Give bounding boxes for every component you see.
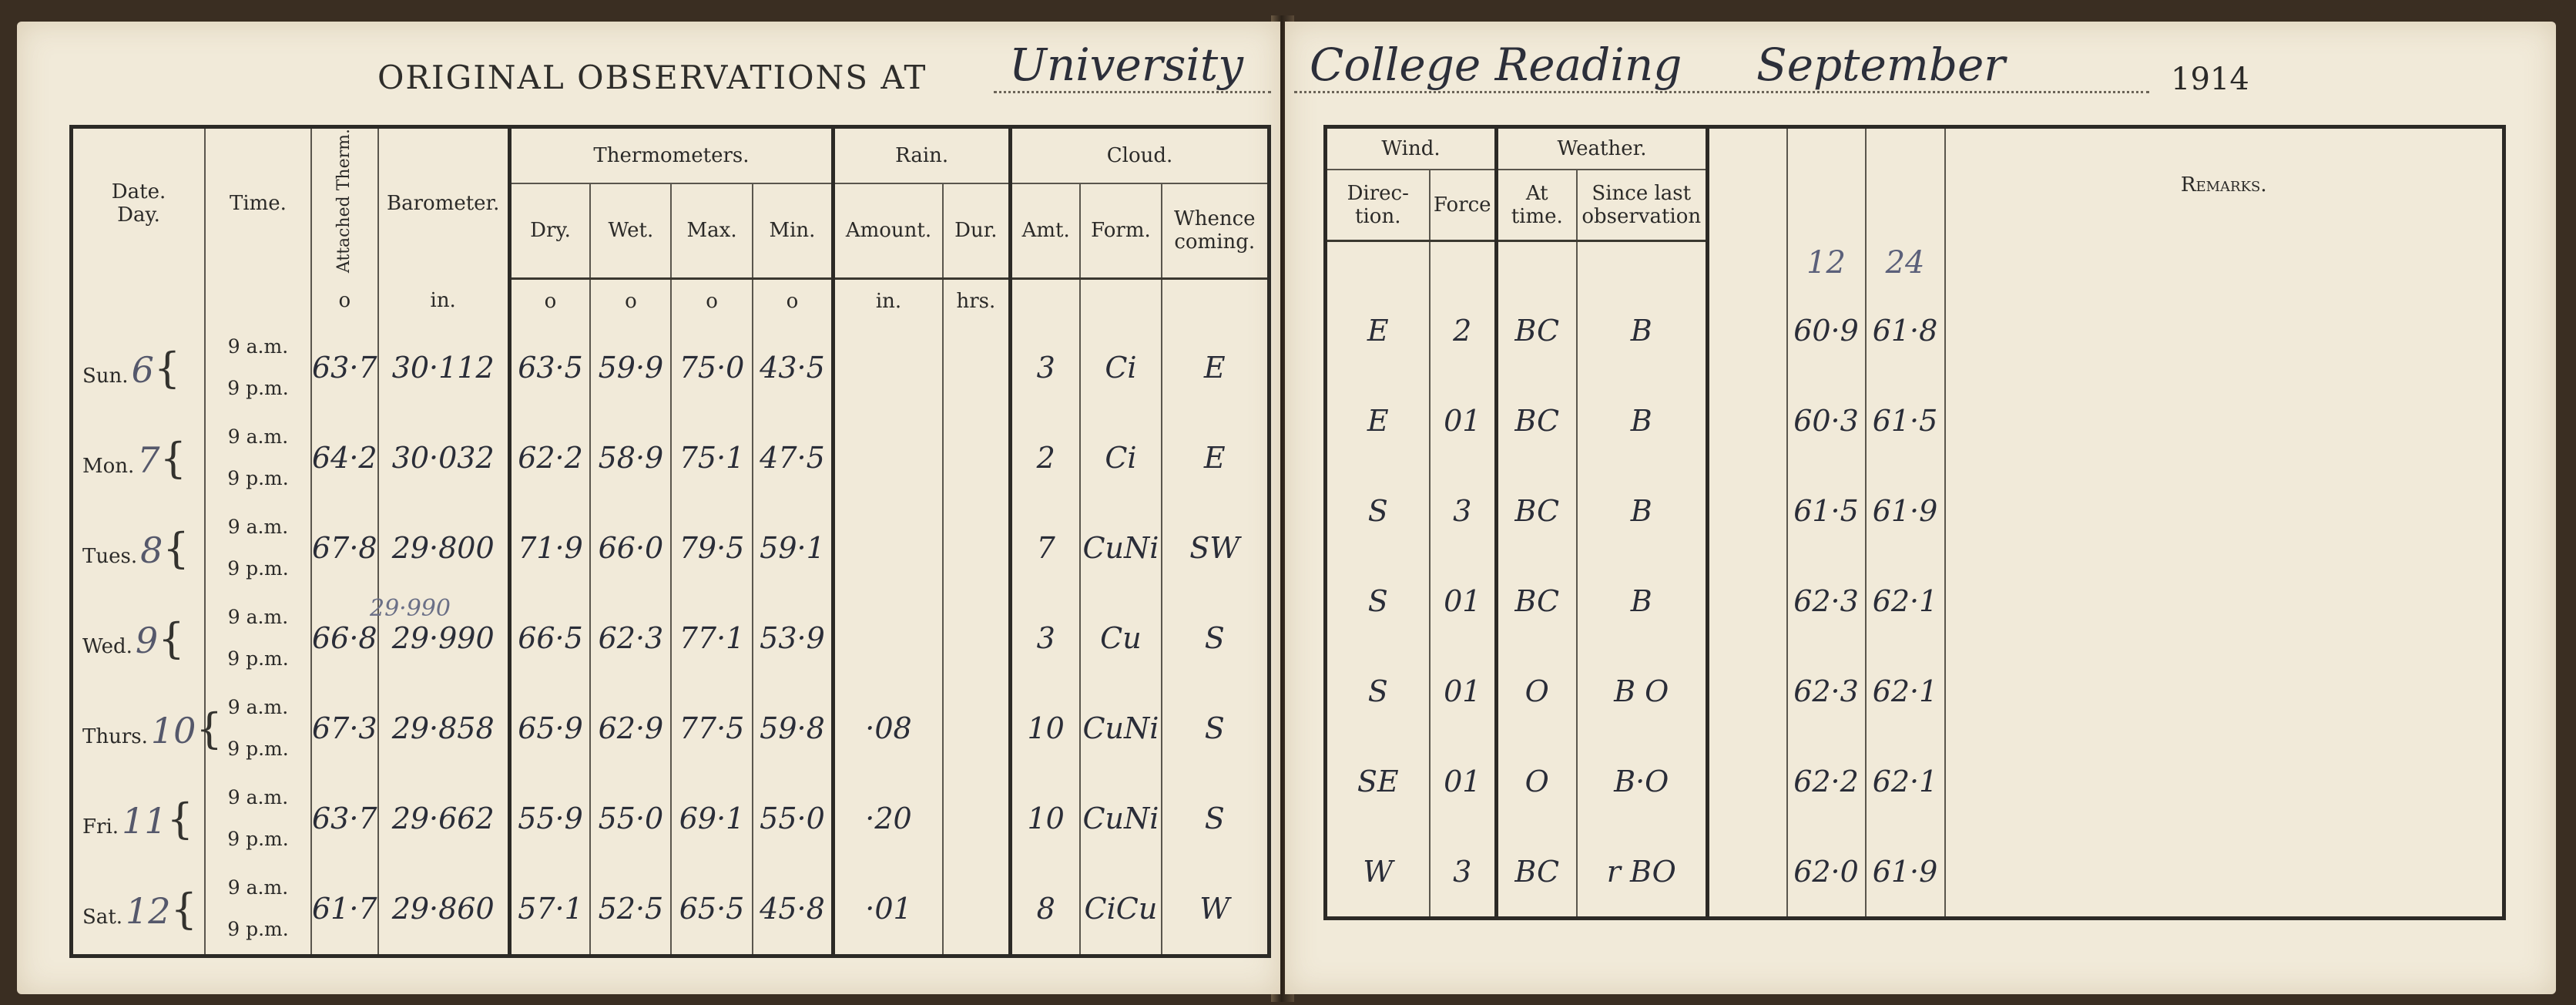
table-row [1326,646,2504,736]
day-number: 9 [135,619,159,661]
blank-cell [1708,646,1787,736]
hand-col-12-cell: 62·0 [1787,826,1866,919]
day-number: 12 [126,889,171,932]
remarks-cell [1945,556,2504,646]
table-row [72,774,1270,864]
wind-direction-cell: W [1326,826,1430,919]
unit-rain-amount: in. [834,278,943,323]
max-cell: 79·5 [671,503,752,593]
cloud-form-cell: Cu [1080,593,1161,684]
time-pm: 9 p.m. [227,467,289,490]
brace-glyph: { [170,884,197,933]
barometer-cell: 30·032 [378,413,510,503]
weather-at-time-cell: BC [1497,375,1577,466]
header-thermometers: Thermometers. [509,127,834,184]
weather-since-last-cell: B [1577,375,1708,466]
time-cell [205,413,311,503]
dotted-line-right [1294,91,2149,93]
header-min: Min. [753,183,834,278]
min-cell: 45·8 [753,864,834,956]
day-name: Fri. [82,815,119,839]
right-table-body [1326,285,2504,919]
whence-coming-cell: S [1162,684,1270,774]
rain-duration-cell [943,413,1011,503]
wet-cell: 58·9 [590,413,671,503]
table-row [72,323,1270,413]
time-pm: 9 p.m. [227,647,289,671]
attached-therm-cell: 67·8 [311,503,378,593]
rain-duration-cell [943,323,1011,413]
weather-since-last-cell: B O [1577,646,1708,736]
hand-col-24-cell: 62·1 [1866,736,1945,826]
attached-therm-cell: 63·7 [311,323,378,413]
header-dry: Dry. [509,183,590,278]
date-day-cell [72,864,206,956]
blank-cell [1708,556,1787,646]
brace-glyph: { [196,704,223,753]
time-pm: 9 p.m. [227,557,289,580]
day-number: 6 [131,348,154,391]
cloud-amount-cell: 10 [1011,684,1081,774]
header-attached-therm: Attached Therm. [311,127,378,279]
unit-barometer: in. [378,278,510,323]
unit-min: o [753,278,834,323]
blank-cell [1708,466,1787,556]
attached-therm-cell: 67·3 [311,684,378,774]
brace-glyph: { [166,794,193,843]
hand-col-12-cell: 60·9 [1787,285,1866,375]
header-wind-direction: Direc- tion. [1326,170,1430,241]
dry-cell: 71·9 [509,503,590,593]
unit-blank [1326,241,1430,286]
dotted-line-left [994,91,1271,93]
rain-amount-cell [834,593,943,684]
time-am: 9 a.m. [227,516,289,539]
unit-blank [1945,241,2504,286]
printed-title: ORIGINAL OBSERVATIONS AT [377,59,927,96]
header-rain-duration: Dur. [943,183,1011,278]
attached-therm-cell: 66·8 [311,593,378,684]
wind-force-cell: 01 [1430,556,1497,646]
time-cell [205,774,311,864]
cloud-amount-cell: 10 [1011,774,1081,864]
attached-therm-cell: 63·7 [311,774,378,864]
min-cell: 59·8 [753,684,834,774]
header-cloud-form: Form. [1080,183,1161,278]
cloud-form-cell: CiCu [1080,864,1161,956]
weather-at-time-cell: O [1497,736,1577,826]
day-number: 8 [140,529,163,571]
cloud-amount-cell: 3 [1011,593,1081,684]
weather-since-last-cell: B·O [1577,736,1708,826]
cloud-amount-cell: 8 [1011,864,1081,956]
barometer-cell: 29·800 [378,503,510,593]
rain-duration-cell [943,503,1011,593]
day-name: Thurs. [82,724,148,748]
header-max: Max. [671,183,752,278]
station-name-handwritten-2: College Reading [1310,39,1682,91]
time-pm: 9 p.m. [227,828,289,851]
whence-coming-cell: E [1162,323,1270,413]
cloud-form-cell: Ci [1080,413,1161,503]
remarks-cell [1945,826,2504,919]
header-wind: Wind. [1326,127,1497,170]
min-cell: 43·5 [753,323,834,413]
wind-direction-cell: E [1326,375,1430,466]
cloud-amount-cell: 7 [1011,503,1081,593]
min-cell: 59·1 [753,503,834,593]
unit-blank [1708,241,1787,286]
max-cell: 77·5 [671,684,752,774]
brace-glyph: { [163,523,190,573]
time-pm: 9 p.m. [227,738,289,761]
wet-cell: 62·3 [590,593,671,684]
barometer-correction-note: 29·990 [370,595,451,622]
unit-blank [1162,278,1270,323]
observations-table-left [69,125,1271,958]
month-handwritten: September [1756,39,2005,91]
wind-direction-cell: S [1326,556,1430,646]
weather-at-time-cell: O [1497,646,1577,736]
hand-col-12-cell: 62·3 [1787,556,1866,646]
hand-col-24-cell: 62·1 [1866,556,1945,646]
hand-col-24-label: 24 [1866,241,1945,286]
wind-direction-cell: S [1326,466,1430,556]
hand-col-24-cell: 61·9 [1866,466,1945,556]
observations-table-right [1323,125,2506,920]
day-number: 10 [150,709,196,751]
day-name: Tues. [82,544,138,568]
barometer-cell: 29·860 [378,864,510,956]
header-weather-since-last: Since last observation [1577,170,1708,241]
unit-max: o [671,278,752,323]
wet-cell: 55·0 [590,774,671,864]
hand-col-12-cell: 60·3 [1787,375,1866,466]
rain-amount-cell: ·20 [834,774,943,864]
header-barometer: Barometer. [378,127,510,279]
remarks-cell [1945,646,2504,736]
wet-cell: 66·0 [590,503,671,593]
unit-blank [205,278,311,323]
barometer-cell: 30·112 [378,323,510,413]
whence-coming-cell: E [1162,413,1270,503]
barometer-cell: 29·858 [378,684,510,774]
wind-direction-cell: E [1326,285,1430,375]
wind-force-cell: 3 [1430,826,1497,919]
cloud-amount-cell: 3 [1011,323,1081,413]
attached-therm-cell: 61·7 [311,864,378,956]
dry-cell: 55·9 [509,774,590,864]
header-cloud: Cloud. [1011,127,1270,184]
weather-at-time-cell: BC [1497,466,1577,556]
day-name: Sun. [82,364,129,388]
max-cell: 75·1 [671,413,752,503]
weather-since-last-cell: B [1577,466,1708,556]
wet-cell: 59·9 [590,323,671,413]
header-weather: Weather. [1497,127,1708,170]
date-day-cell [72,503,206,593]
brace-glyph: { [159,433,186,482]
weather-since-last-cell: B [1577,556,1708,646]
cloud-form-cell: CuNi [1080,684,1161,774]
whence-coming-cell: SW [1162,503,1270,593]
header-weather-at-time: At time. [1497,170,1577,241]
time-cell [205,864,311,956]
wet-cell: 52·5 [590,864,671,956]
rain-duration-cell [943,684,1011,774]
wind-force-cell: 2 [1430,285,1497,375]
hand-col-24-cell: 61·9 [1866,826,1945,919]
header-blank [1866,127,1945,241]
rain-amount-cell [834,503,943,593]
unit-blank [1430,241,1497,286]
weather-at-time-cell: BC [1497,826,1577,919]
max-cell: 77·1 [671,593,752,684]
day-number: 11 [122,799,167,842]
hand-col-24-cell: 62·1 [1866,646,1945,736]
wet-cell: 62·9 [590,684,671,774]
blank-cell [1708,826,1787,919]
brace-glyph: { [158,613,185,663]
remarks-cell [1945,466,2504,556]
weather-since-last-cell: r BO [1577,826,1708,919]
unit-blank [1497,241,1577,286]
max-cell: 75·0 [671,323,752,413]
time-am: 9 a.m. [227,335,289,358]
table-row [72,413,1270,503]
whence-coming-cell: S [1162,774,1270,864]
date-day-cell [72,413,206,503]
time-am: 9 a.m. [227,786,289,809]
day-name: Sat. [82,905,123,929]
header-rain: Rain. [834,127,1011,184]
wind-direction-cell: S [1326,646,1430,736]
dry-cell: 62·2 [509,413,590,503]
time-am: 9 a.m. [227,606,289,629]
table-row [72,593,1270,684]
header-time: Time. [205,127,311,279]
weather-at-time-cell: BC [1497,285,1577,375]
cloud-form-cell: CuNi [1080,503,1161,593]
time-cell [205,323,311,413]
rain-amount-cell [834,413,943,503]
max-cell: 65·5 [671,864,752,956]
whence-coming-cell: S [1162,593,1270,684]
time-am: 9 a.m. [227,425,289,449]
time-pm: 9 p.m. [227,918,289,941]
rain-duration-cell [943,774,1011,864]
hand-col-12-cell: 62·3 [1787,646,1866,736]
dry-cell: 65·9 [509,684,590,774]
table-row [1326,285,2504,375]
hand-col-12-label: 12 [1787,241,1866,286]
min-cell: 55·0 [753,774,834,864]
time-pm: 9 p.m. [227,377,289,400]
header-date-day: Date. Day. [72,127,206,279]
remarks-cell [1945,736,2504,826]
date-day-cell [72,774,206,864]
attached-therm-cell: 64·2 [311,413,378,503]
unit-blank [72,278,206,323]
header-wind-force: Force [1430,170,1497,241]
header-cloud-amount: Amt. [1011,183,1081,278]
header-remarks: Remarks. [1945,127,2504,241]
hand-col-24-cell: 61·5 [1866,375,1945,466]
table-row [1326,826,2504,919]
wind-force-cell: 01 [1430,736,1497,826]
min-cell: 47·5 [753,413,834,503]
header-wet: Wet. [590,183,671,278]
unit-rain-duration: hrs. [943,278,1011,323]
weather-since-last-cell: B [1577,285,1708,375]
unit-dry: o [509,278,590,323]
header-whence-coming: Whence coming. [1162,183,1270,278]
max-cell: 69·1 [671,774,752,864]
table-row [72,684,1270,774]
dry-cell: 66·5 [509,593,590,684]
remarks-cell [1945,285,2504,375]
wind-force-cell: 01 [1430,375,1497,466]
rain-amount-cell [834,323,943,413]
rain-duration-cell [943,864,1011,956]
cloud-amount-cell: 2 [1011,413,1081,503]
wind-force-cell: 01 [1430,646,1497,736]
dry-cell: 63·5 [509,323,590,413]
rain-duration-cell [943,593,1011,684]
time-cell [205,593,311,684]
unit-attached: o [311,278,378,323]
rain-amount-cell: ·08 [834,684,943,774]
header-blank [1787,127,1866,241]
hand-col-12-cell: 62·2 [1787,736,1866,826]
unit-wet: o [590,278,671,323]
unit-blank [1080,278,1161,323]
table-row [72,503,1270,593]
table-row [1326,556,2504,646]
time-cell [205,503,311,593]
table-row [1326,736,2504,826]
time-am: 9 a.m. [227,876,289,899]
dry-cell: 57·1 [509,864,590,956]
blank-cell [1708,285,1787,375]
day-name: Wed. [82,634,132,658]
remarks-cell [1945,375,2504,466]
wind-force-cell: 3 [1430,466,1497,556]
cloud-form-cell: Ci [1080,323,1161,413]
header-rain-amount: Amount. [834,183,943,278]
hand-col-24-cell: 61·8 [1866,285,1945,375]
left-table-body [72,323,1270,956]
day-number: 7 [137,439,160,481]
wind-direction-cell: SE [1326,736,1430,826]
cloud-form-cell: CuNi [1080,774,1161,864]
date-day-cell [72,684,223,774]
weather-at-time-cell: BC [1497,556,1577,646]
hand-col-12-cell: 61·5 [1787,466,1866,556]
header-blank [1708,127,1787,241]
table-row [1326,375,2504,466]
table-row [72,864,1270,956]
date-day-cell [72,593,206,684]
blank-cell [1708,375,1787,466]
barometer-cell: 29·990 [378,593,510,684]
unit-blank [1577,241,1708,286]
min-cell: 53·9 [753,593,834,684]
unit-blank [1011,278,1081,323]
blank-cell [1708,736,1787,826]
station-name-handwritten-1: University [1009,39,1243,91]
whence-coming-cell: W [1162,864,1270,956]
barometer-cell: 29·662 [378,774,510,864]
year: 1914 [2171,62,2249,97]
date-day-cell [72,323,206,413]
day-name: Mon. [82,454,135,478]
brace-glyph: { [153,343,181,392]
time-am: 9 a.m. [227,696,289,719]
rain-amount-cell: ·01 [834,864,943,956]
table-row [1326,466,2504,556]
